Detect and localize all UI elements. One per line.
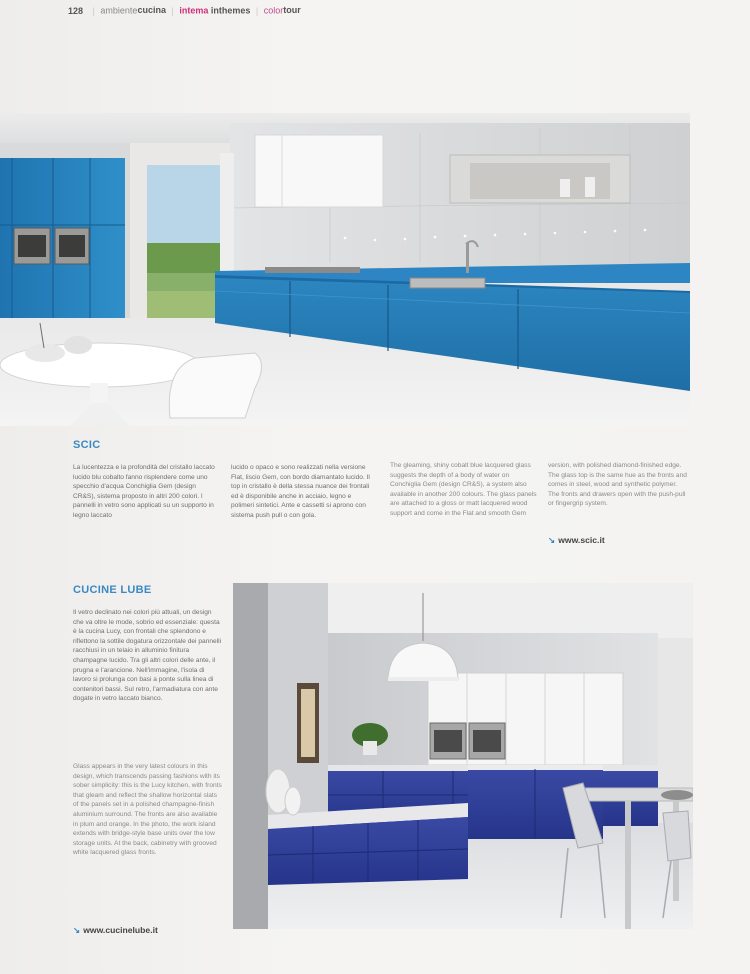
scic-website-text: www.scic.it <box>558 535 605 545</box>
page-header <box>68 5 301 19</box>
header-divider: | <box>255 5 259 16</box>
lube-title: CUCINE LUBE <box>73 584 152 596</box>
section-label-it: intema <box>179 5 209 16</box>
lube-kitchen-illustration <box>233 583 693 929</box>
lube-website-text: www.cucinelube.it <box>83 925 158 935</box>
scic-text-col-3 <box>390 461 538 519</box>
lube-paragraph-en: Glass appears in the very latest colours in this design, which transcends passing fashions with its sober simplicity: this is the Lucy kitchen, with fronts that gleam and reflect the shallow horizontal slats of the panels set in a polished champagne-finish aluminium surround. The fronts are also available in plum and orange. In the photo, the work island extends with bridge-style base units over the low storage units. At the back, cabinetry with grooved white lacquered glass fronts. <box>73 763 222 857</box>
header-divider: | <box>171 5 174 16</box>
lube-kitchen-photo <box>233 583 693 929</box>
scic-paragraph-it-1: La lucentezza e la profondità del cristallo laccato lucido blu cobalto fanno risplendere come uno specchio d'acqua Conchiglia Gem (design CR&S), sistema proposto in altri 200 colori. I pannelli in vetro sono applicati su un supporto in legno laccato <box>73 464 215 519</box>
magazine-title: cucina <box>137 5 166 16</box>
scic-text-col-2 <box>231 463 376 521</box>
section-label-en: inthemes <box>210 5 251 16</box>
scic-kitchen-photo <box>0 113 690 426</box>
lube-text-it <box>73 608 223 704</box>
magazine-name <box>100 5 166 15</box>
colortour-suffix: tour <box>283 5 301 16</box>
scic-paragraph-it-2: lucido o opaco e sono realizzati nella versione Flat, liscio Gem, con bordo diamantato lucido. Il top in cristallo è della stessa nuance dei frontali ed è disponibile anche in acciaio, legno e polimeri sintetici. Ante e cassetti si aprono con sistema push pull o con gola. <box>231 464 370 519</box>
scic-kitchen-illustration <box>0 113 690 426</box>
header-divider: | <box>92 5 95 16</box>
lube-website-link[interactable] <box>73 925 158 936</box>
scic-title: SCIC <box>73 439 101 451</box>
arrow-icon: ↘ <box>548 535 556 545</box>
lube-text-en <box>73 762 223 858</box>
scic-paragraph-en-1: The gleaming, shiny cobalt blue lacquered glass suggests the depth of a body of water on Conchiglia Gem (design CR&S), a system also available in another 200 colours. The glass panels are attached to a gloss or matt lacquered wood support and come in the Flat and smooth Gem <box>390 462 537 517</box>
magazine-prefix: ambiente <box>100 5 138 16</box>
scic-website-link[interactable] <box>548 535 605 546</box>
colortour-prefix: color <box>263 5 284 16</box>
lube-paragraph-it: Il vetro declinato nei colori più attuali, un design che va oltre le mode, sobrio ed essenziale: questa è la cucina Lucy, con frontali che splendono e riflettono la sottile dogatura orizzontale dei pannelli racchiusi in un telaio in alluminio finitura champagne lucido. Tra gli altri colori delle ante, il prugna e l'arancione. Nell'immagine, l'isola di lavoro si prolunga con basi a ponte sulla linea di contenitori bassi. Sul retro, l'armadiatura con ante dogate in vetro laccato bianco. <box>73 609 222 703</box>
scic-text-col-4 <box>548 461 690 509</box>
page-number: 128 <box>68 5 84 16</box>
colortour-label <box>264 5 301 15</box>
scic-paragraph-en-2: version, with polished diamond-finished edge. The glass top is the same hue as the fronts and comes in steel, wood and synthetic polymer. The fronts and drawers open with the push-pull or fingergrip system. <box>548 462 687 508</box>
arrow-icon: ↘ <box>73 925 81 935</box>
scic-text-col-1 <box>73 463 218 521</box>
